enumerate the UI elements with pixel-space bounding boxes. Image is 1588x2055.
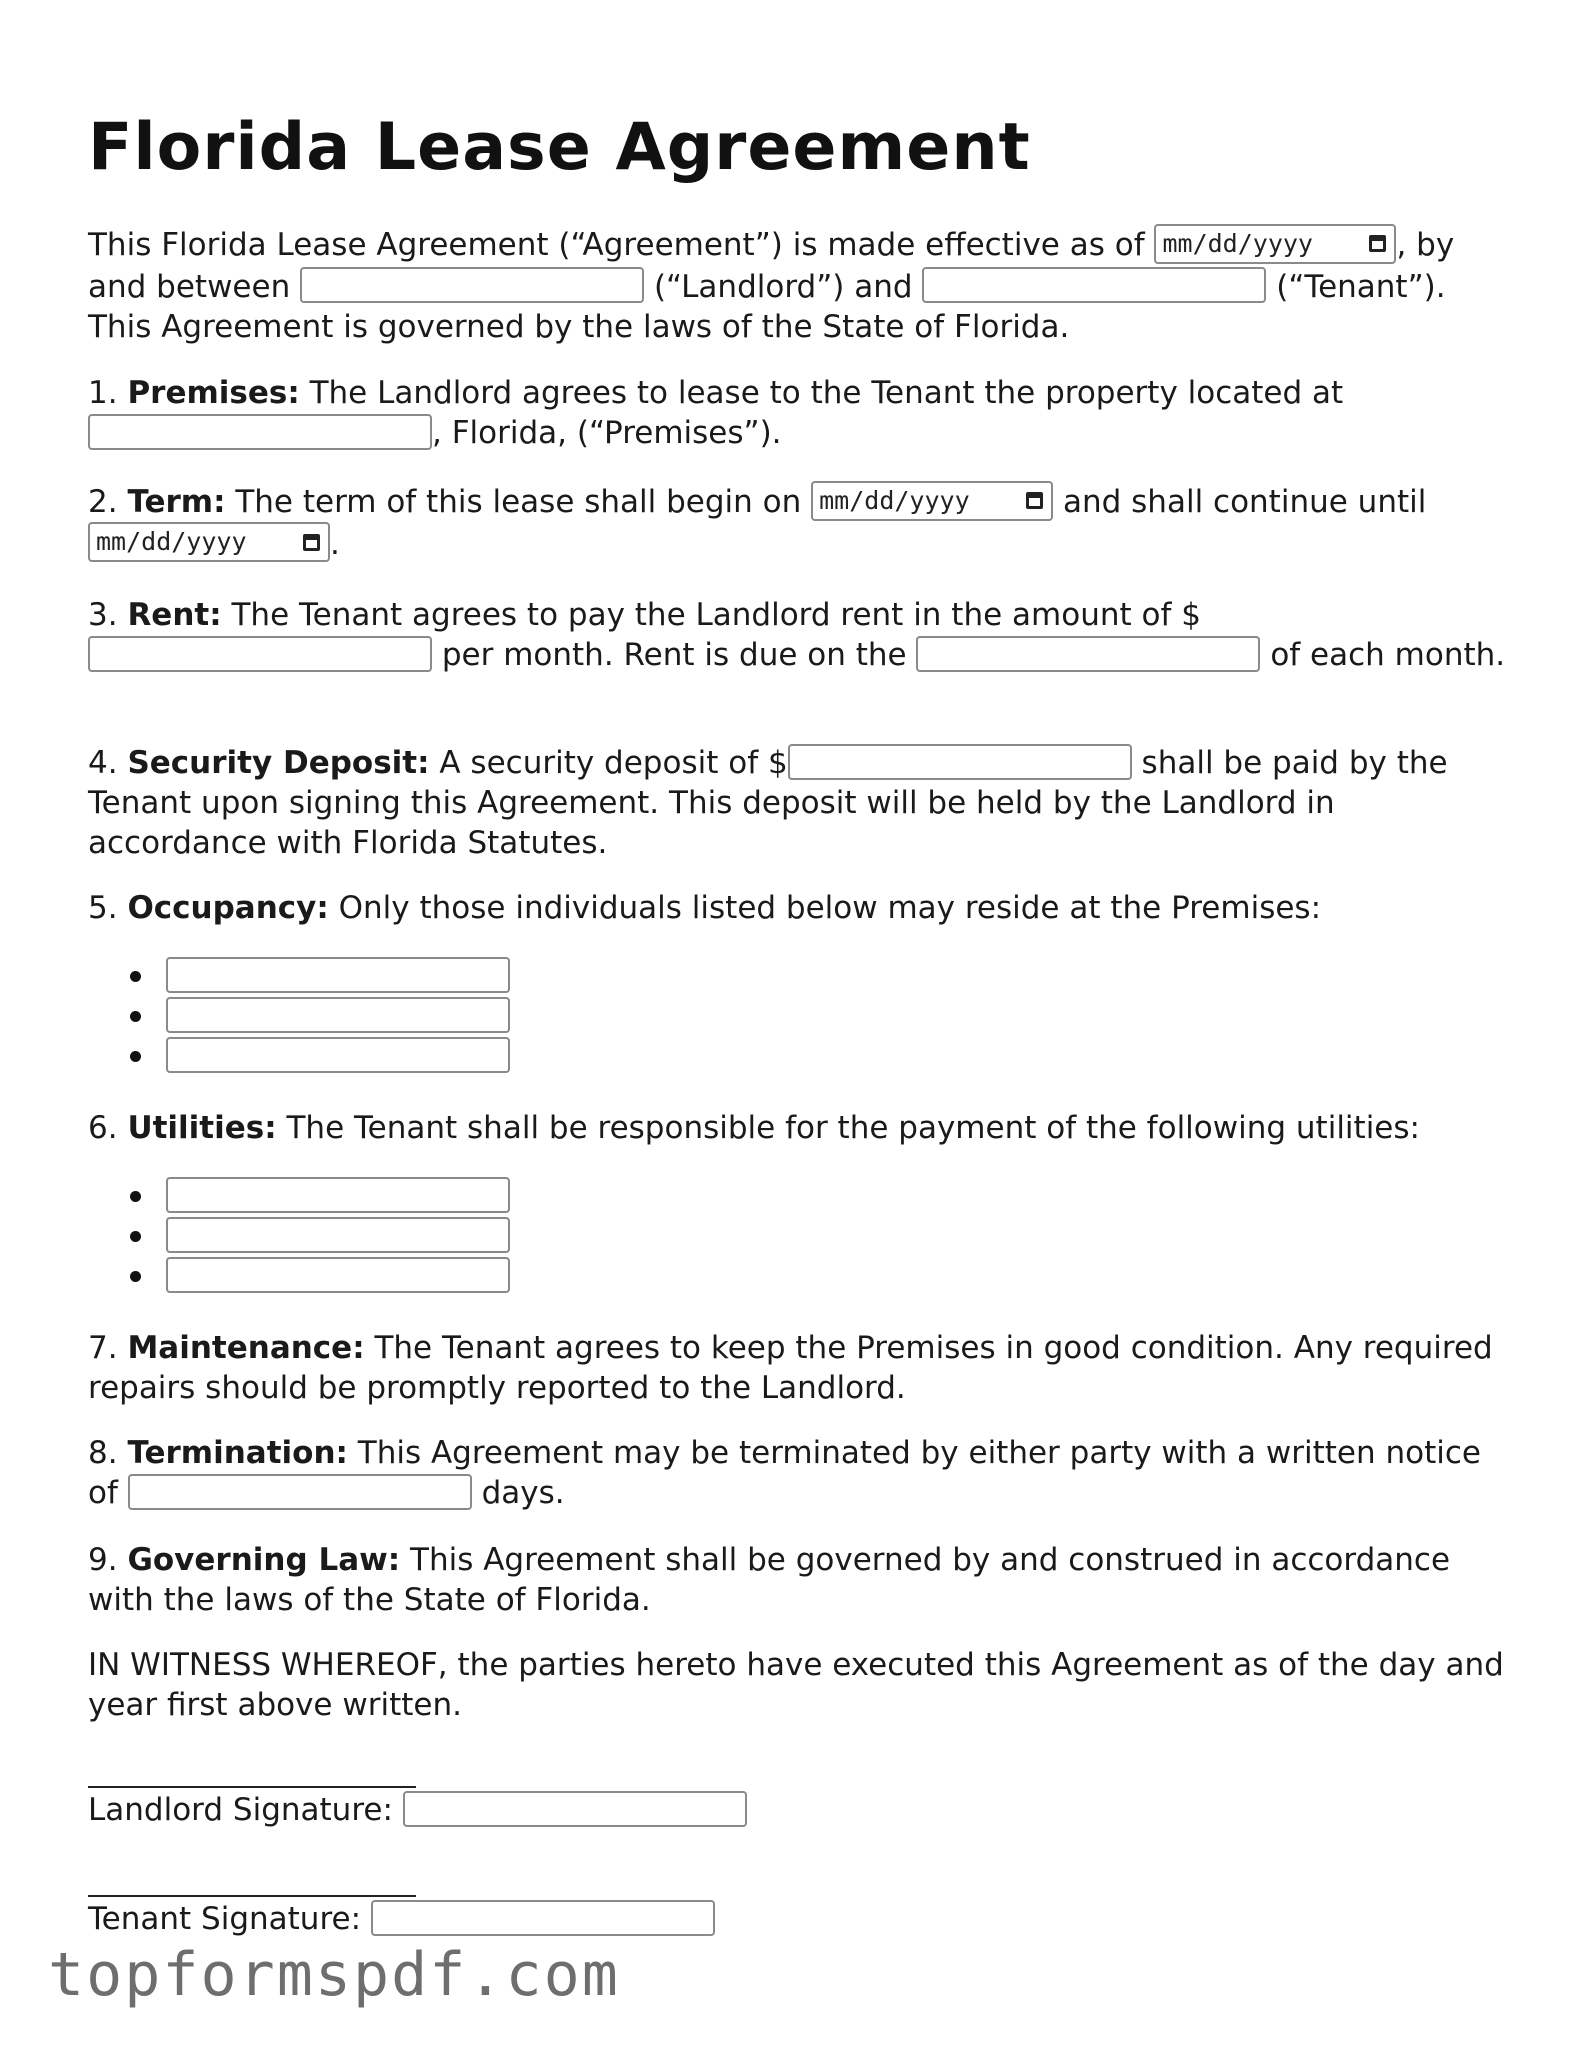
rent-heading: Rent: [127, 597, 222, 633]
occupancy-section: 5. Occupancy: Only those individuals listed below may reside at the Premises: [88, 890, 1322, 926]
rent-due-day-field[interactable] [916, 636, 1260, 672]
deposit-section: 4. Security Deposit: A security deposit of $ shall be paid by the Tenant upon signing this Agreement. This deposit will be held by the Landlord in accordance with Florida Statutes. [88, 745, 1448, 861]
occupant-field-2[interactable] [166, 997, 510, 1033]
maintenance-heading: Maintenance: [127, 1330, 365, 1366]
tenant-signature-field[interactable] [371, 1900, 715, 1936]
deposit-heading: Security Deposit: [127, 745, 430, 781]
tenant-signature-row: Tenant Signature: [88, 1899, 1518, 1939]
utility-field-1[interactable] [166, 1177, 510, 1213]
governing-law-section: 9. Governing Law: This Agreement shall be governed by and construed in accordance with the laws of the State of Florida. [88, 1542, 1451, 1618]
notice-days-field[interactable] [128, 1474, 472, 1510]
governing-law-heading: Governing Law: [127, 1542, 401, 1578]
utility-field-2[interactable] [166, 1217, 510, 1253]
term-start-date-field[interactable]: mm/dd/yyyy [811, 481, 1053, 521]
bullet-icon [130, 971, 141, 982]
intro-paragraph: This Florida Lease Agreement (“Agreement”) is made effective as of mm/dd/yyyy , by and between (“Landlord”) and (“Tenant”). This Agreement is governed by the laws of the State of Florida. [88, 225, 1518, 347]
bullet-icon [130, 1191, 141, 1202]
premises-section: 1. Premises: The Landlord agrees to lease to the Tenant the property located at , Florida, (“Premises”). [88, 375, 1344, 451]
term-section: 2. Term: The term of this lease shall begin on mm/dd/yyyy and shall continue until mm/dd/yyyy . [88, 482, 1518, 565]
premises-address-field[interactable] [88, 414, 432, 450]
occupant-field-3[interactable] [166, 1037, 510, 1073]
utilities-heading: Utilities: [127, 1110, 277, 1146]
bullet-icon [130, 1271, 141, 1282]
landlord-signature-line [88, 1786, 416, 1788]
landlord-signature-row: Landlord Signature: [88, 1790, 1518, 1830]
rent-section: 3. Rent: The Tenant agrees to pay the Landlord rent in the amount of $ per month. Rent is due on the of each month. [88, 597, 1506, 673]
term-end-date-field[interactable]: mm/dd/yyyy [88, 522, 330, 562]
utilities-section: 6. Utilities: The Tenant shall be responsible for the payment of the following utilities: [88, 1110, 1420, 1146]
termination-heading: Termination: [127, 1435, 348, 1471]
bullet-icon [130, 1051, 141, 1062]
effective-date-field[interactable]: mm/dd/yyyy [1154, 224, 1396, 264]
deposit-amount-field[interactable] [788, 744, 1132, 780]
landlord-name-field[interactable] [300, 267, 644, 303]
page-title: Florida Lease Agreement [88, 110, 1031, 185]
landlord-signature-field[interactable] [403, 1791, 747, 1827]
premises-heading: Premises: [127, 375, 300, 411]
rent-amount-field[interactable] [88, 636, 432, 672]
term-heading: Term: [127, 484, 226, 520]
witness-paragraph: IN WITNESS WHEREOF, the parties hereto have executed this Agreement as of the day and year first above written. [88, 1647, 1504, 1723]
utility-field-3[interactable] [166, 1257, 510, 1293]
maintenance-section: 7. Maintenance: The Tenant agrees to keep the Premises in good condition. Any required repairs should be promptly reported to the Landlord. [88, 1330, 1493, 1406]
bullet-icon [130, 1231, 141, 1242]
bullet-icon [130, 1011, 141, 1022]
occupant-field-1[interactable] [166, 957, 510, 993]
occupancy-heading: Occupancy: [127, 890, 329, 926]
calendar-icon[interactable] [303, 534, 320, 551]
tenant-signature-line [88, 1895, 416, 1897]
calendar-icon[interactable] [1369, 235, 1386, 252]
termination-section: 8. Termination: This Agreement may be terminated by either party with a written notice of days. [88, 1435, 1481, 1511]
calendar-icon[interactable] [1026, 492, 1043, 509]
tenant-name-field[interactable] [922, 267, 1266, 303]
watermark-text: topformspdf.com [48, 1940, 620, 2010]
